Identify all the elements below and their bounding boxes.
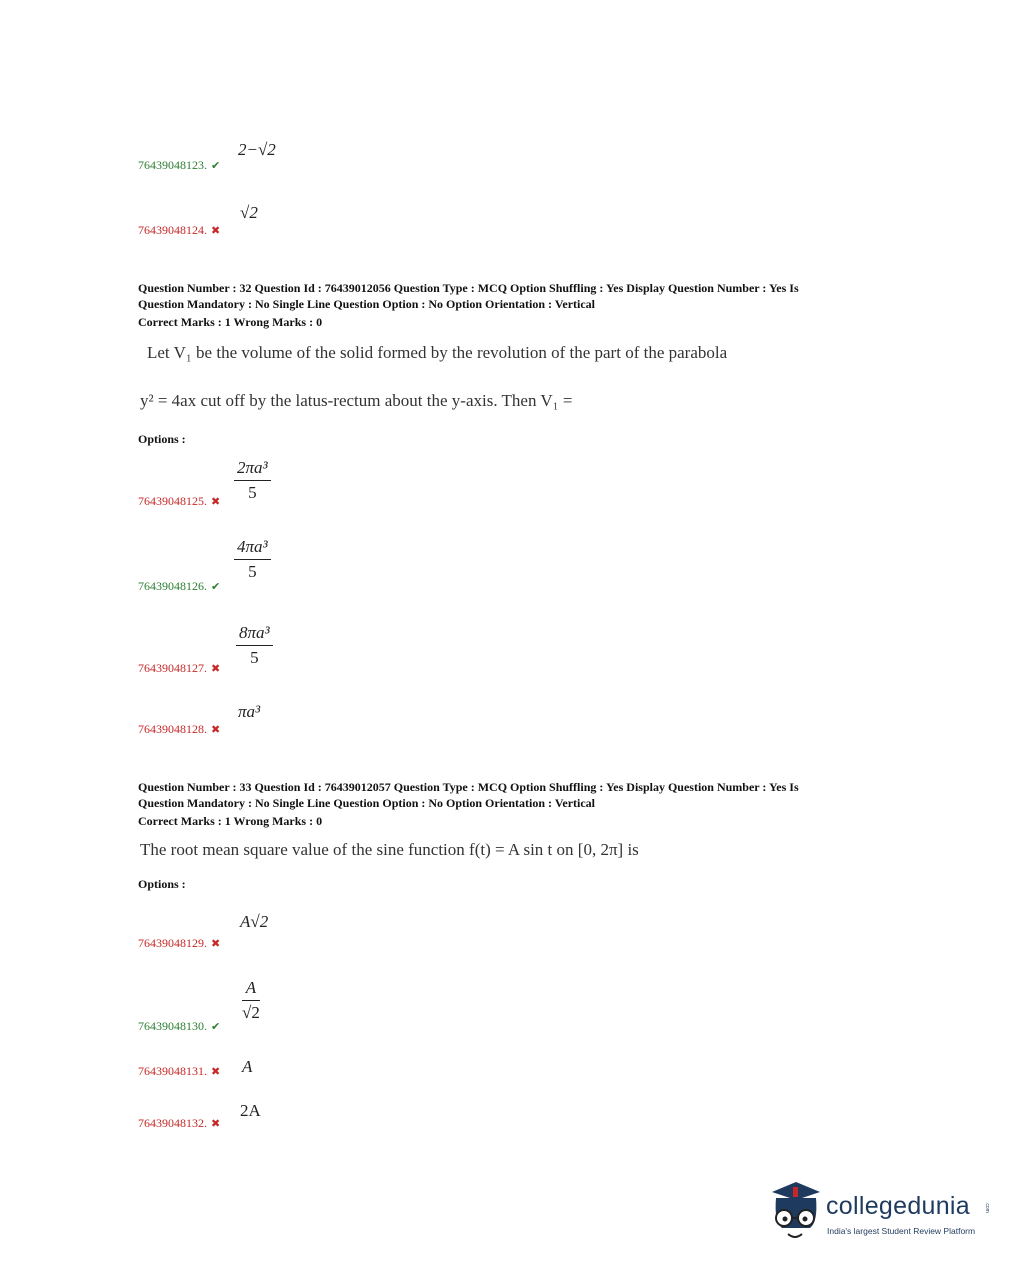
fraction-denominator: √2: [242, 1003, 260, 1022]
fraction-numerator: 8πa³: [239, 623, 270, 642]
logo-com: .com: [984, 1202, 990, 1213]
question-text: The root mean square value of the sine function f(t) = A sin t on [0, 2π] is: [140, 840, 639, 859]
logo-tagline: India's largest Student Review Platform: [827, 1226, 976, 1236]
mascot-icon: [766, 1178, 824, 1244]
option-id-label: 76439048124.: [138, 223, 207, 237]
fraction-denominator: 5: [248, 483, 257, 502]
option-id-label: 76439048130.: [138, 1019, 207, 1033]
option-value: πa³: [238, 702, 261, 721]
check-icon: ✔: [211, 1021, 221, 1033]
question-meta-line: Question Number : 33 Question Id : 76439012057 Question Type : MCQ Option Shuffling : Yes Display Question Number : Yes Is: [138, 780, 799, 794]
collegedunia-logo: [766, 1178, 996, 1248]
option-id-wrong: [138, 722, 220, 737]
options-label: Options :: [138, 432, 186, 446]
option-id-label: 76439048131.: [138, 1064, 207, 1078]
option-id-label: 76439048126.: [138, 579, 207, 593]
cross-icon: ✖: [211, 225, 221, 237]
fraction-bar: [234, 480, 271, 481]
option-value: 2−√2: [238, 140, 276, 159]
question-meta-line: Question Mandatory : No Single Line Question Option : No Option Orientation : Vertical: [138, 297, 596, 311]
fraction-bar: [236, 645, 273, 646]
fraction-numerator: 2πa³: [237, 458, 268, 477]
option-id-label: 76439048128.: [138, 722, 207, 736]
option-value: A√2: [240, 912, 269, 931]
fraction: [236, 623, 273, 668]
option-id-label: 76439048123.: [138, 158, 207, 172]
fraction: [242, 978, 260, 1023]
question-meta: [138, 779, 878, 829]
option-id-wrong: [138, 1116, 220, 1131]
cross-icon: ✖: [211, 1066, 221, 1078]
question-text: y² = 4ax cut off by the latus-rectum about the y-axis. Then V₁ =: [140, 391, 573, 410]
fraction-numerator: 4πa³: [237, 537, 268, 556]
check-icon: ✔: [211, 581, 221, 593]
question-meta: [138, 280, 878, 330]
option-value: 2A: [240, 1101, 261, 1120]
cross-icon: ✖: [211, 663, 221, 675]
option-id-label: 76439048125.: [138, 494, 207, 508]
option-value: A: [242, 1057, 253, 1076]
option-id-wrong: [138, 936, 220, 951]
option-id-correct: [138, 579, 220, 594]
question-marks: Correct Marks : 1 Wrong Marks : 0: [138, 814, 323, 828]
question-text: Let V₁ be the volume of the solid formed by the revolution of the part of the parabola: [147, 343, 728, 362]
option-id-label: 76439048132.: [138, 1116, 207, 1130]
option-value: √2: [240, 203, 258, 222]
fraction-bar: [234, 559, 271, 560]
option-id-wrong: [138, 661, 220, 676]
fraction: [234, 458, 271, 503]
check-icon: ✔: [211, 160, 221, 172]
question-meta-line: Question Number : 32 Question Id : 76439012056 Question Type : MCQ Option Shuffling : Yes Display Question Number : Yes Is: [138, 281, 799, 295]
fraction-bar: [242, 1000, 260, 1001]
fraction-denominator: 5: [250, 648, 259, 667]
option-id-correct: [138, 1019, 220, 1034]
cross-icon: ✖: [211, 1118, 221, 1130]
cross-icon: ✖: [211, 938, 221, 950]
logo-text: collegedunia: [826, 1192, 970, 1220]
fraction-numerator: A: [245, 978, 257, 997]
option-id-label: 76439048127.: [138, 661, 207, 675]
cross-icon: ✖: [211, 496, 221, 508]
question-marks: Correct Marks : 1 Wrong Marks : 0: [138, 315, 323, 329]
question-meta-line: Question Mandatory : No Single Line Question Option : No Option Orientation : Vertical: [138, 796, 596, 810]
option-id-label: 76439048129.: [138, 936, 207, 950]
option-id-wrong: [138, 1064, 220, 1079]
option-id-correct: [138, 158, 220, 173]
options-label: Options :: [138, 877, 186, 891]
cross-icon: ✖: [211, 724, 221, 736]
option-id-wrong: [138, 223, 220, 238]
fraction-denominator: 5: [248, 562, 257, 581]
fraction: [234, 537, 271, 582]
option-id-wrong: [138, 494, 220, 509]
